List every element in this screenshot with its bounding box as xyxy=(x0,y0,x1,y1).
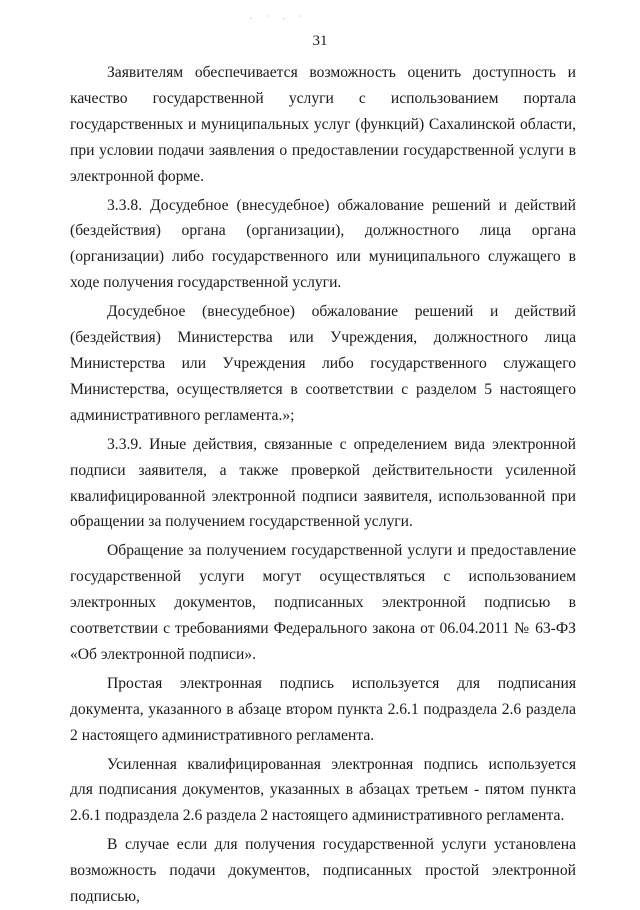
paragraph-4: 3.3.9. Иные действия, связанные с определением вида электронной подписи заявителя, а также проверкой действительности усиленной квалифицированной электронной подписи заявителя, использованной при обращении за получением государственной услуги. xyxy=(70,435,576,531)
scan-specks: . · . · xyxy=(250,12,308,21)
paragraph-2: 3.3.8. Досудебное (внесудебное) обжалование решений и действий (бездействия) органа (организации), должностного лица органа (организации) либо государственного или муниципального служащего в ходе получения государственной услуги. xyxy=(70,196,576,292)
page-number: 31 xyxy=(312,33,328,49)
paragraph-8: В случае если для получения государственной услуги установлена возможность подачи документов, подписанных простой электронной подписью, xyxy=(70,836,576,906)
paragraph-5: Обращение за получением государственной услуги и предоставление государственной услуги могут осуществляться с использованием электронных документов, подписанных электронной подписью в соответствии с требованиями Федерального закона от 06.04.2011 № 63-ФЗ «Об электронной подписи». xyxy=(70,542,576,663)
paragraph-6: Простая электронная подпись используется для подписания документа, указанного в абзаце втором пункта 2.6.1 подраздела 2.6 раздела 2 настоящего административного регламента. xyxy=(70,674,576,744)
paragraph-1: Заявителям обеспечивается возможность оценить доступность и качество государственной услуги с использованием портала государственных и муниципальных услуг (функций) Сахалинской области, при условии подачи заявления о предоставлении государственной услуги в электронной форме. xyxy=(70,64,576,185)
document-body xyxy=(70,60,576,910)
paragraph-7: Усиленная квалифицированная электронная подпись используется для подписания документов, указанных в абзацах третьем - пятом пункта 2.6.1 подраздела 2.6 раздела 2 настоящего административного регламента. xyxy=(70,755,576,825)
paragraph-3: Досудебное (внесудебное) обжалование решений и действий (бездействия) Министерства или Учреждения, должностного лица Министерства или Учреждения либо государственного служащего Министерства, осуществляется в соответствии с разделом 5 настоящего административного регламента.»; xyxy=(70,303,576,424)
